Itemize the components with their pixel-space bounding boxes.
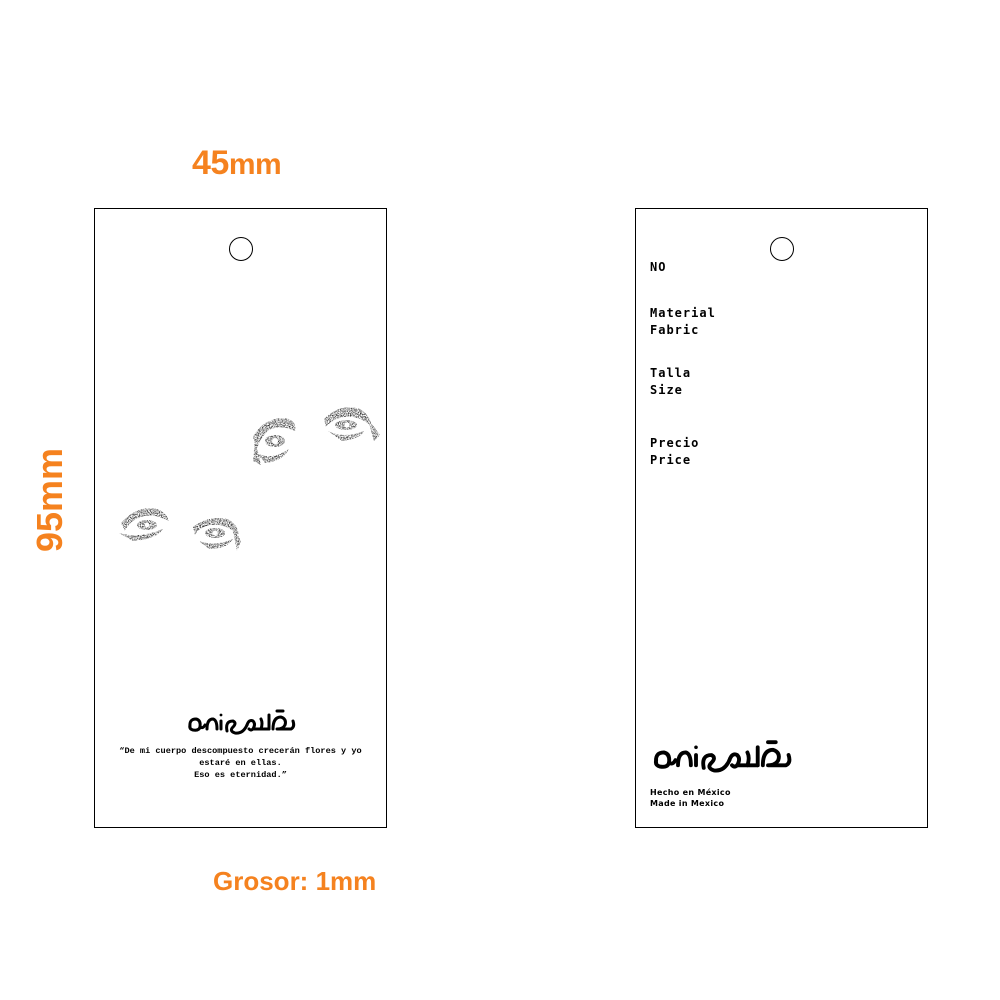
origin-label: [650, 787, 731, 809]
field-label: Fabric: [650, 323, 700, 337]
quote-line: estaré en ellas.: [199, 758, 282, 768]
field-label: NO: [650, 260, 667, 274]
width-dimension-label: [192, 144, 281, 183]
width-number: 45: [192, 144, 229, 182]
field-number: [650, 259, 666, 276]
origin-line: Made in Mexico: [650, 799, 725, 808]
width-unit: mm: [228, 148, 282, 181]
brand-logo-icon: [650, 737, 796, 773]
height-label-text: 95mm: [29, 447, 70, 553]
height-dimension-label: [30, 445, 70, 555]
tag-quote: [107, 745, 374, 781]
eyes-illustration-icon: [115, 401, 385, 571]
field-label: Talla: [650, 366, 692, 380]
field-price: [650, 435, 699, 469]
field-label: Material: [650, 306, 716, 320]
field-label: Precio: [650, 436, 700, 450]
thickness-dimension-label: Grosor: 1mm: [213, 866, 377, 896]
origin-line: Hecho en México: [650, 788, 731, 797]
field-material: [650, 305, 716, 339]
string-hole-icon: [229, 237, 253, 261]
brand-logo-icon: [187, 707, 297, 735]
quote-line: Eso es eternidad.”: [194, 770, 287, 780]
field-label: Price: [650, 453, 692, 467]
hang-tag-front: [94, 208, 387, 828]
field-label: Size: [650, 383, 683, 397]
string-hole-icon: [770, 237, 794, 261]
field-size: [650, 365, 691, 399]
quote-line: “De mi cuerpo descompuesto crecerán flores y yo: [119, 746, 362, 756]
hang-tag-back: [635, 208, 928, 828]
